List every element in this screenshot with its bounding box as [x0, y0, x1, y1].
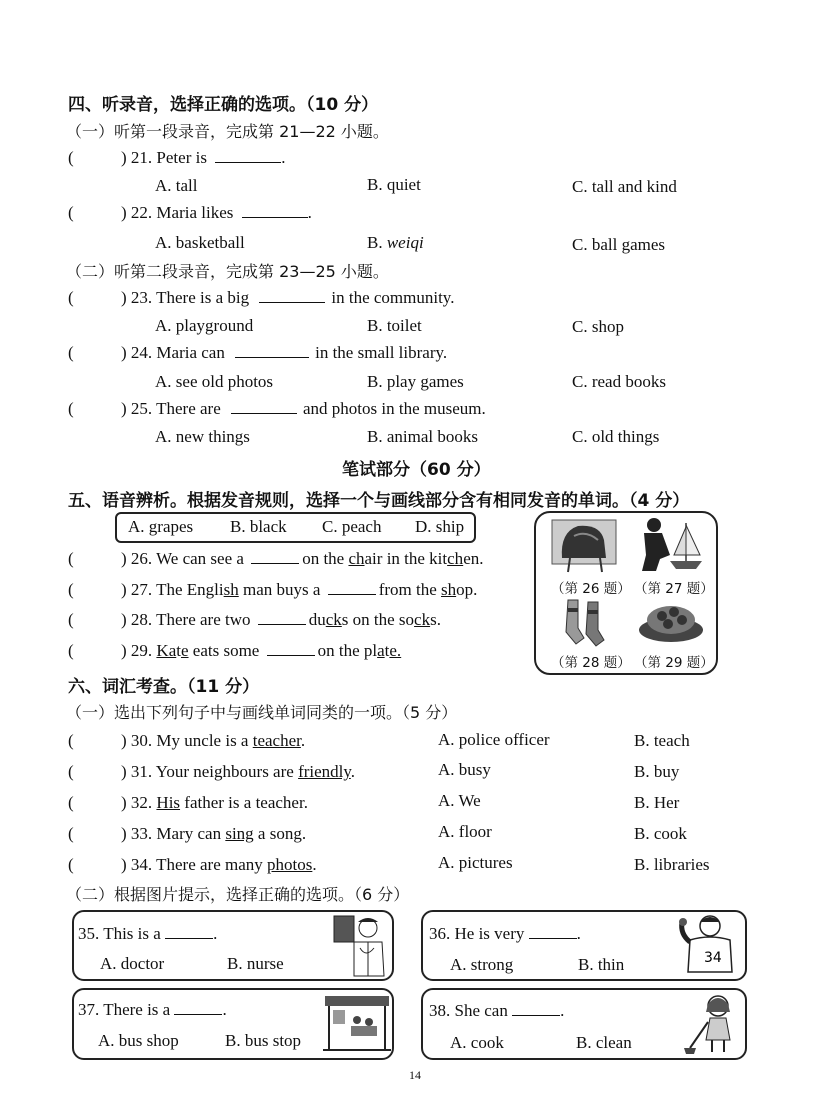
option-33b: B. cook — [634, 824, 687, 843]
answer-blank — [242, 203, 308, 218]
section-6-part-1: （一）选出下列句子中与画线单词同类的一项。（5 分） — [66, 703, 458, 722]
girl-cleaning-image — [682, 992, 742, 1056]
question-28: ) 28. There are two ducks on the socks. — [121, 610, 441, 629]
paren-open: ( — [68, 288, 74, 307]
option-31a: A. busy — [438, 760, 491, 779]
question-22: ) 22. Maria likes . — [121, 203, 312, 222]
question-37: 37. There is a . — [78, 1000, 227, 1019]
option-36b: B. thin — [578, 955, 625, 974]
chair-image — [548, 516, 620, 574]
option-35b: B. nurse — [227, 954, 284, 973]
answer-blank — [231, 399, 297, 414]
bus-stop-image — [323, 992, 391, 1056]
question-27: ) 27. The English man buys a from the shop. — [121, 580, 478, 599]
option-37b: B. bus stop — [225, 1031, 302, 1050]
option-21c: C. tall and kind — [572, 177, 677, 196]
paren-open: ( — [68, 549, 74, 568]
choice-c: C. peach — [322, 517, 382, 536]
option-37a: A. bus shop — [98, 1031, 179, 1050]
plate-image — [636, 600, 706, 646]
question-30: ) 30. My uncle is a teacher. — [121, 731, 306, 750]
question-25: ) 25. There are and photos in the museum. — [121, 399, 486, 418]
section-6-title: 六、词汇考查。（11 分） — [68, 677, 260, 697]
written-part-title: 笔试部分（60 分） — [342, 460, 491, 480]
paren-open: ( — [68, 793, 74, 812]
caption-27: （第 27 题） — [634, 581, 714, 597]
paren-open: ( — [68, 641, 74, 660]
strong-boy-image — [674, 912, 744, 978]
paren-open: ( — [68, 148, 74, 167]
answer-blank — [259, 288, 325, 303]
choice-a: A. grapes — [128, 517, 194, 536]
option-38b: B. clean — [576, 1033, 632, 1052]
option-25b: B. animal books — [367, 427, 478, 446]
doctor-image — [330, 912, 390, 978]
option-22b: B. weiqi — [367, 233, 424, 252]
question-35: 35. This is a . — [78, 924, 218, 943]
question-26: ) 26. We can see a on the chair in the kitchen. — [121, 549, 484, 568]
paren-open: ( — [68, 343, 74, 362]
answer-blank — [215, 148, 281, 163]
question-29: ) 29. Kate eats some on the plate. — [121, 641, 402, 660]
page-number: 14 — [409, 1068, 421, 1082]
section-4-part-2: （二）听第二段录音，完成第 23—25 小题。 — [66, 262, 389, 281]
paren-open: ( — [68, 762, 74, 781]
caption-28: （第 28 题） — [551, 655, 631, 671]
question-36: 36. He is very . — [429, 924, 581, 943]
option-24c: C. read books — [572, 372, 666, 391]
option-21a: A. tall — [155, 176, 198, 195]
socks-image — [560, 598, 610, 648]
option-31b: B. buy — [634, 762, 680, 781]
caption-29: （第 29 题） — [634, 655, 714, 671]
question-32: ) 32. His father is a teacher. — [121, 793, 308, 812]
answer-blank — [328, 580, 376, 595]
paren-open: ( — [68, 399, 74, 418]
section-5-title: 五、语音辨析。根据发音规则，选择一个与画线部分含有相同发音的单词。（4 分） — [68, 491, 690, 511]
choice-d: D. ship — [415, 517, 465, 536]
question-21: ) 21. Peter is . — [121, 148, 286, 167]
answer-blank — [235, 343, 309, 358]
choice-b: B. black — [230, 517, 287, 536]
option-21b: B. quiet — [367, 175, 421, 194]
paren-open: ( — [68, 610, 74, 629]
option-30a: A. police officer — [438, 730, 550, 749]
question-33: ) 33. Mary can sing a song. — [121, 824, 307, 843]
option-22c: C. ball games — [572, 235, 666, 254]
paren-open: ( — [68, 580, 74, 599]
option-22a: A. basketball — [155, 233, 245, 252]
option-24a: A. see old photos — [155, 372, 274, 391]
option-24b: B. play games — [367, 372, 464, 391]
paren-open: ( — [68, 731, 74, 750]
svg-text:34: 34 — [704, 950, 722, 966]
option-34a: A. pictures — [438, 853, 513, 872]
paren-open: ( — [68, 824, 74, 843]
paren-open: ( — [68, 203, 74, 222]
paren-open: ( — [68, 855, 74, 874]
option-25c: C. old things — [572, 427, 660, 446]
option-23b: B. toilet — [367, 316, 422, 335]
option-36a: A. strong — [450, 955, 514, 974]
question-23: ) 23. There is a big in the community. — [121, 288, 455, 307]
question-34: ) 34. There are many photos. — [121, 855, 317, 874]
option-33a: A. floor — [438, 822, 492, 841]
answer-blank — [251, 549, 299, 564]
question-31: ) 31. Your neighbours are friendly. — [121, 762, 356, 781]
section-4-part-1: （一）听第一段录音，完成第 21—22 小题。 — [66, 122, 389, 141]
option-23a: A. playground — [155, 316, 254, 335]
section-6-part-2: （二）根据图片提示，选择正确的选项。（6 分） — [66, 885, 410, 904]
option-34b: B. libraries — [634, 855, 710, 874]
question-24: ) 24. Maria can in the small library. — [121, 343, 448, 362]
option-30b: B. teach — [634, 731, 690, 750]
option-32b: B. Her — [634, 793, 680, 812]
man-with-boat-image — [630, 515, 706, 575]
question-38: 38. She can . — [429, 1001, 565, 1020]
answer-blank — [267, 641, 315, 656]
option-38a: A. cook — [450, 1033, 504, 1052]
section-4-title: 四、听录音，选择正确的选项。（10 分） — [68, 95, 379, 115]
option-32a: A. We — [438, 791, 481, 810]
option-35a: A. doctor — [100, 954, 165, 973]
option-25a: A. new things — [155, 427, 250, 446]
option-23c: C. shop — [572, 317, 624, 336]
answer-blank — [258, 610, 306, 625]
caption-26: （第 26 题） — [551, 581, 631, 597]
